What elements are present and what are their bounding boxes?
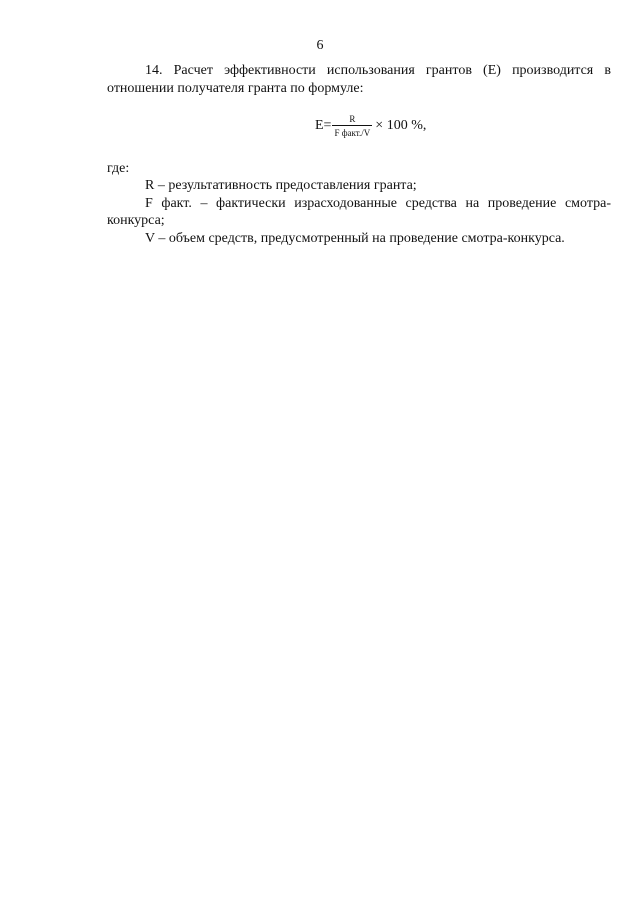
paragraph-14-text: 14. Расчет эффективности использования грантов (E) производится в отношении получателя гранта по формуле: [107, 63, 611, 96]
efficiency-formula [315, 111, 426, 141]
page-number: 6 [316, 38, 324, 53]
formula-numerator: R [349, 114, 356, 124]
definition-f-fact: F факт. – фактически израсходованные средства на проведение смотра-конкурса; [107, 195, 611, 228]
definitions-list [107, 177, 611, 247]
formula-lhs: E= [315, 118, 332, 133]
paragraph-14 [107, 62, 611, 97]
formula-rhs: × 100 %, [375, 118, 427, 133]
definition-r: R – результативность предоставления гранта; [145, 178, 417, 193]
where-label: где: [107, 161, 130, 176]
formula-fraction [332, 114, 372, 138]
definition-v: V – объем средств, предусмотренный на проведение смотра-конкурса. [145, 230, 565, 246]
formula-denominator: F факт./V [334, 128, 371, 138]
